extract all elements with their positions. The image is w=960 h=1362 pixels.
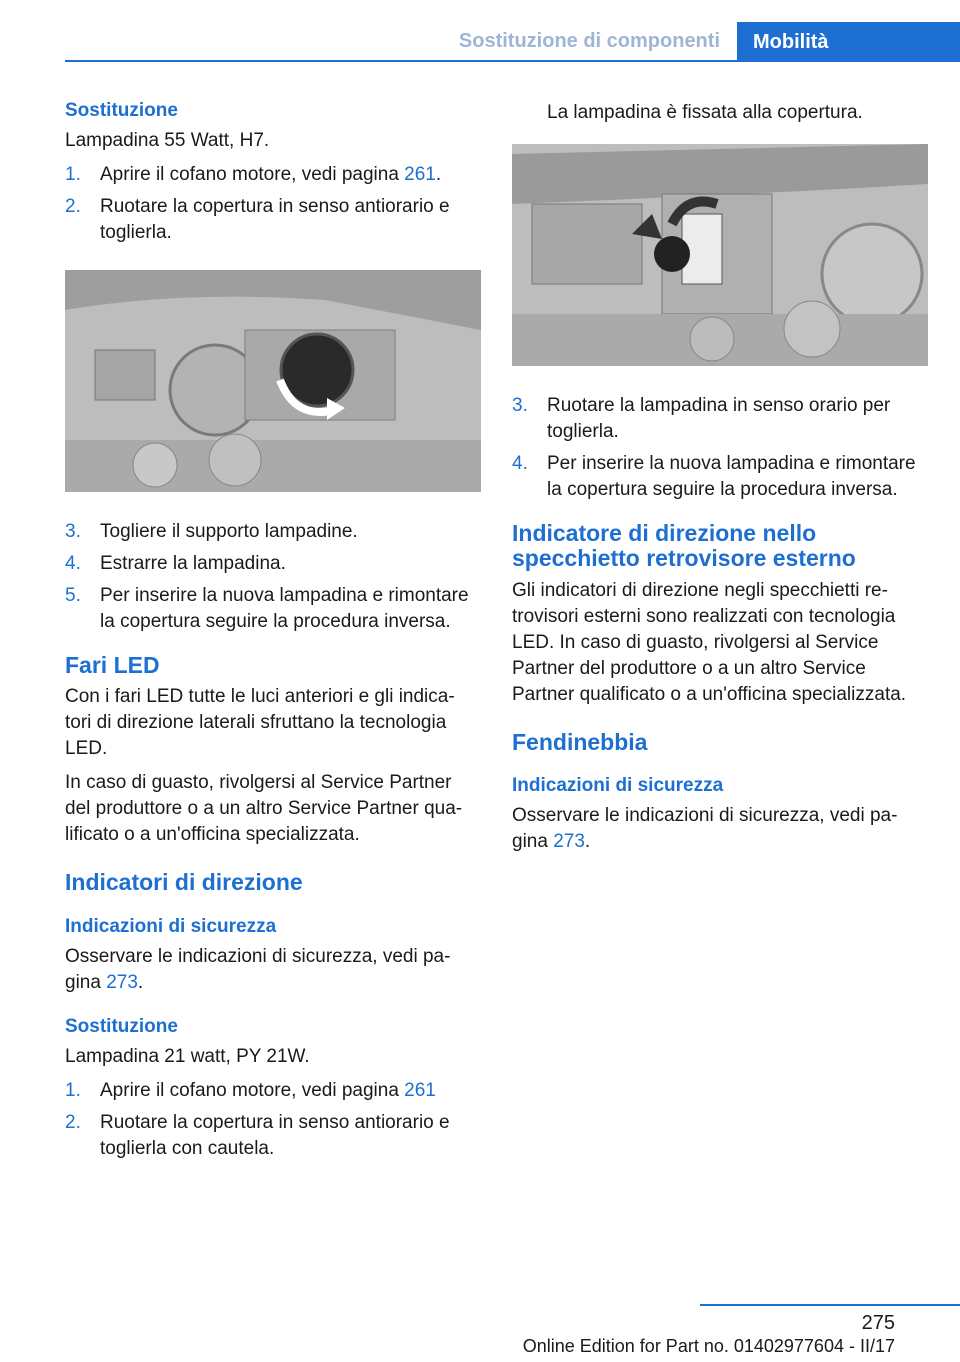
headlamp-cover-figure: [65, 270, 481, 492]
safety-paragraph: Osservare le indicazioni di sicurezza, vedi pa-gina 273.: [65, 945, 451, 993]
heading-led-headlights: Fari LED: [65, 652, 160, 678]
led-paragraph-1: Con i fari LED tutte le luci anteriori e gli indica-tori di direzione laterali sfruttano la tecnologia LED.: [65, 686, 455, 760]
page-number: 275: [861, 1312, 895, 1334]
list-item: 3. Togliere il supporto lampadine.: [65, 521, 358, 542]
steps-list-2: [65, 519, 481, 635]
subheading-replacement-2: Sostituzione: [65, 1015, 178, 1037]
header-rule: [65, 60, 960, 62]
list-item: 4. Estrarre la lampadina.: [65, 553, 286, 574]
list-item: 4. Per inserire la nuova lampadina e rimontare la copertura seguire la procedura inversa.: [512, 453, 916, 500]
page-link[interactable]: 273: [106, 971, 138, 993]
subheading-safety-right: Indicazioni di sicurezza: [512, 774, 724, 796]
steps-list-right: [512, 393, 932, 503]
bulb-fixed-note: La lampadina è fissata alla copertura.: [547, 102, 863, 123]
subheading-replacement: Sostituzione: [65, 100, 178, 121]
heading-mirror-turn-signal: Indicatore di direzione nello specchietto retrovisore esterno: [512, 520, 856, 572]
heading-fog-lights: Fendinebbia: [512, 728, 648, 755]
edition-footer: Online Edition for Part no. 01402977604 - II/17: [522, 1336, 895, 1356]
page-link[interactable]: 261: [404, 164, 436, 185]
page-link[interactable]: 261: [404, 1079, 436, 1101]
page-link[interactable]: 273: [553, 830, 585, 852]
list-item: 5. Per inserire la nuova lampadina e rimontare la copertura seguire la procedura inversa.: [65, 585, 469, 632]
bulb-rotation-figure: [512, 144, 928, 366]
heading-turn-signals: Indicatori di direzione: [65, 869, 303, 896]
list-item: 2. Ruotare la copertura in senso antiorario e toglierla.: [65, 196, 450, 243]
running-header-chapter: Mobilità: [737, 22, 960, 62]
footer-rule: [700, 1304, 960, 1306]
subheading-safety: Indicazioni di sicurezza: [65, 915, 277, 937]
list-item: 2. Ruotare la copertura in senso antiorario e toglierla con cautela.: [65, 1111, 450, 1159]
list-item: 1. Aprire il cofano motore, vedi pagina 261: [65, 1079, 436, 1101]
safety-paragraph-right: Osservare le indicazioni di sicurezza, vedi pa-gina 273.: [512, 804, 898, 852]
running-header-section: Sostituzione di componenti: [458, 30, 720, 52]
steps-list-3: [65, 1078, 481, 1162]
steps-list-1: [65, 162, 481, 246]
mirror-paragraph: Gli indicatori di direzione negli specchietti re-trovisori esterni sono realizzati con tecnologia LED. In caso di guasto, rivolgersi al Service Partner del produttore o a un altro Service Partner qualificato o a un'officina specializzata.: [512, 579, 907, 705]
bulb-spec: Lampadina 55 Watt, H7.: [65, 130, 270, 151]
list-item: 3. Ruotare la lampadina in senso orario per toglierla.: [512, 395, 891, 442]
led-paragraph-2: In caso di guasto, rivolgersi al Service Partner del produttore o a un altro Service Partner qua-lificato o a un'officina specializzata.: [65, 772, 463, 846]
left-column: [65, 100, 481, 1168]
bulb-spec-2: Lampadina 21 watt, PY 21W.: [65, 1045, 310, 1067]
right-column: [512, 100, 932, 863]
list-item: 1. Aprire il cofano motore, vedi pagina 261.: [65, 164, 442, 185]
